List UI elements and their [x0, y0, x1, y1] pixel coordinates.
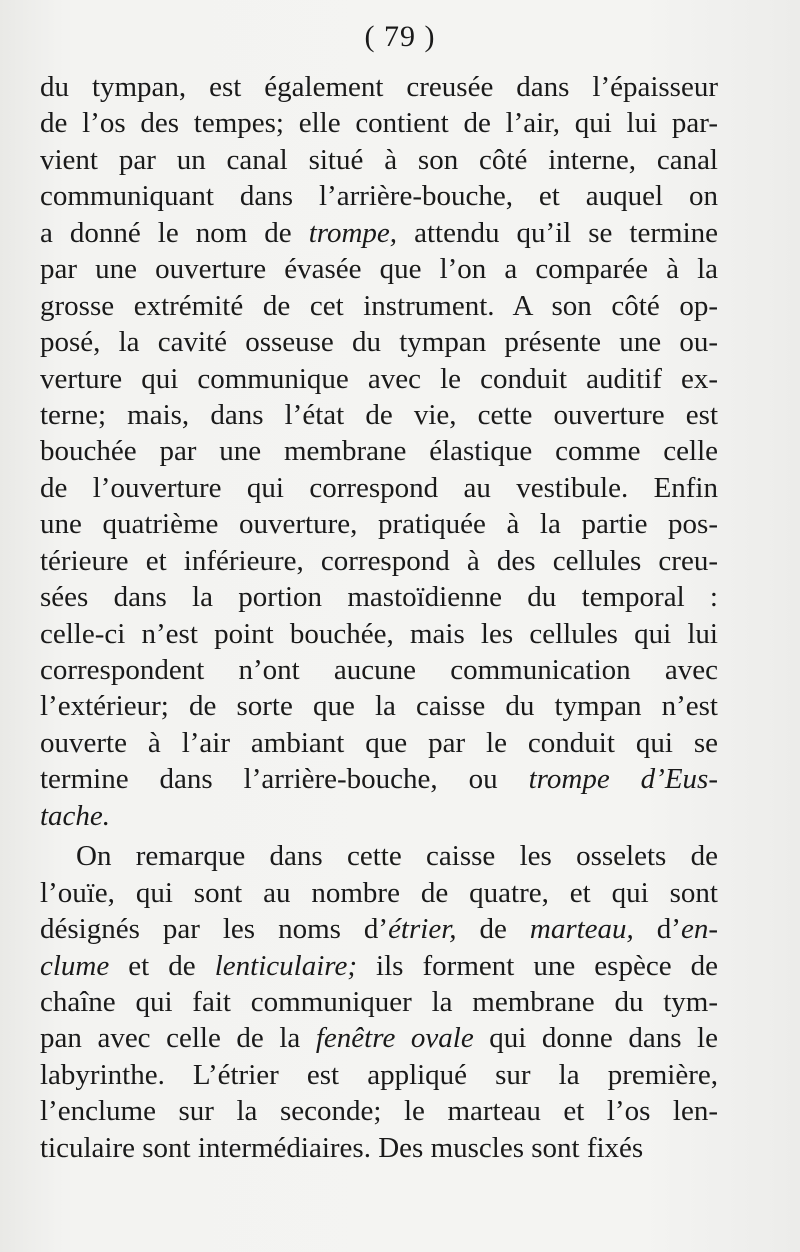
text-line [40, 543, 718, 579]
text-run: verture qui communique avec le conduit auditif ex- [40, 362, 718, 395]
text-run: de l’os des tempes; elle contient de l’air, qui lui par- [40, 107, 718, 140]
text-line [40, 361, 718, 397]
page-number: ( 79 ) [364, 20, 436, 53]
text-run: pan avec celle de la [40, 1022, 316, 1055]
text-line [40, 725, 718, 761]
text-line [40, 688, 718, 724]
text-line [40, 1057, 718, 1093]
text-run: sées dans la portion mastoïdienne du temporal : [40, 581, 718, 614]
text-run: terne; mais, dans l’état de vie, cette ouverture est [40, 398, 718, 431]
text-line [40, 875, 718, 911]
text-line [40, 506, 718, 542]
text-run: du tympan, est également creusée dans l’épaisseur [40, 71, 718, 103]
text-line [40, 470, 718, 506]
text-run: une quatrième ouverture, pratiquée à la partie pos- [40, 508, 718, 541]
text-run: l’ouïe, qui sont au nombre de quatre, et qui sont [40, 876, 718, 909]
paragraph [40, 69, 718, 834]
text-run: posé, la cavité osseuse du tympan présente une ou- [40, 326, 718, 359]
text-run: de [456, 913, 530, 946]
text-run: grosse extrémité de cet instrument. A son côté op- [40, 289, 718, 322]
text-run: communiquant dans l’arrière-bouche, et auquel on [40, 180, 718, 213]
text-run: d’ [633, 913, 681, 946]
italic-text: étrier, [388, 913, 457, 946]
text-run: désignés par les noms d’ [40, 913, 389, 946]
text-run: On remarque dans cette caisse les osselets de [76, 840, 718, 873]
text-run: l’extérieur; de sorte que la caisse du tympan n’est [40, 690, 718, 723]
text-line [40, 984, 718, 1020]
text-run: celle-ci n’est point bouchée, mais les cellules qui lui [40, 617, 718, 650]
text-line [40, 911, 718, 947]
text-line [40, 288, 718, 324]
body-text [40, 69, 718, 1166]
text-line [40, 616, 718, 652]
text-run: correspondent n’ont aucune communication avec [40, 654, 718, 686]
text-line [40, 251, 718, 287]
text-run: de l’ouverture qui correspond au vestibule. Enfin [40, 471, 718, 504]
text-line [40, 761, 718, 797]
text-line [40, 948, 718, 984]
text-line [40, 1093, 718, 1129]
paragraph [40, 838, 718, 1166]
italic-text: clume [40, 949, 110, 982]
text-line [40, 652, 718, 688]
text-line [40, 69, 718, 105]
text-line [40, 579, 718, 615]
text-line [40, 838, 718, 874]
text-line [40, 178, 718, 214]
text-run: ouverte à l’air ambiant que par le conduit qui se [40, 726, 718, 759]
text-run: a donné le nom de [40, 216, 309, 249]
italic-text: trompe, [308, 216, 398, 249]
italic-text: tache. [40, 799, 111, 832]
text-line [40, 433, 718, 469]
italic-text: trompe d’Eus- [528, 763, 718, 796]
text-run: l’enclume sur la seconde; le marteau et l’os len- [40, 1095, 718, 1128]
text-run: termine dans l’arrière-bouche, ou [40, 763, 529, 796]
text-run: labyrinthe. L’étrier est appliqué sur la première, [40, 1058, 718, 1091]
text-run: qui donne dans le [473, 1022, 718, 1055]
text-run: par une ouverture évasée que l’on a comparée à la [40, 253, 718, 286]
text-line [40, 397, 718, 433]
text-run: térieure et inférieure, correspond à des cellules creu- [40, 544, 718, 577]
text-line [40, 798, 718, 834]
text-run: attendu qu’il se termine [397, 216, 718, 249]
text-run: chaîne qui fait communiquer la membrane du tym- [40, 985, 718, 1018]
italic-text: fenêtre ovale [315, 1022, 474, 1055]
text-line [40, 324, 718, 360]
text-run: vient par un canal situé à son côté interne, canal [40, 143, 718, 176]
text-run: ils forment une espèce de [357, 949, 718, 982]
italic-text: lenticulaire; [214, 949, 357, 982]
text-run: bouchée par une membrane élastique comme celle [40, 435, 718, 468]
text-line [40, 142, 718, 178]
text-run: et de [109, 949, 215, 982]
text-line [40, 1130, 718, 1166]
text-line [40, 215, 718, 251]
italic-text: marteau, [529, 913, 634, 946]
text-line [40, 105, 718, 141]
text-line [40, 1020, 718, 1056]
text-run: ticulaire sont intermédiaires. Des muscles sont fixés [40, 1131, 644, 1164]
italic-text: en- [680, 913, 718, 946]
